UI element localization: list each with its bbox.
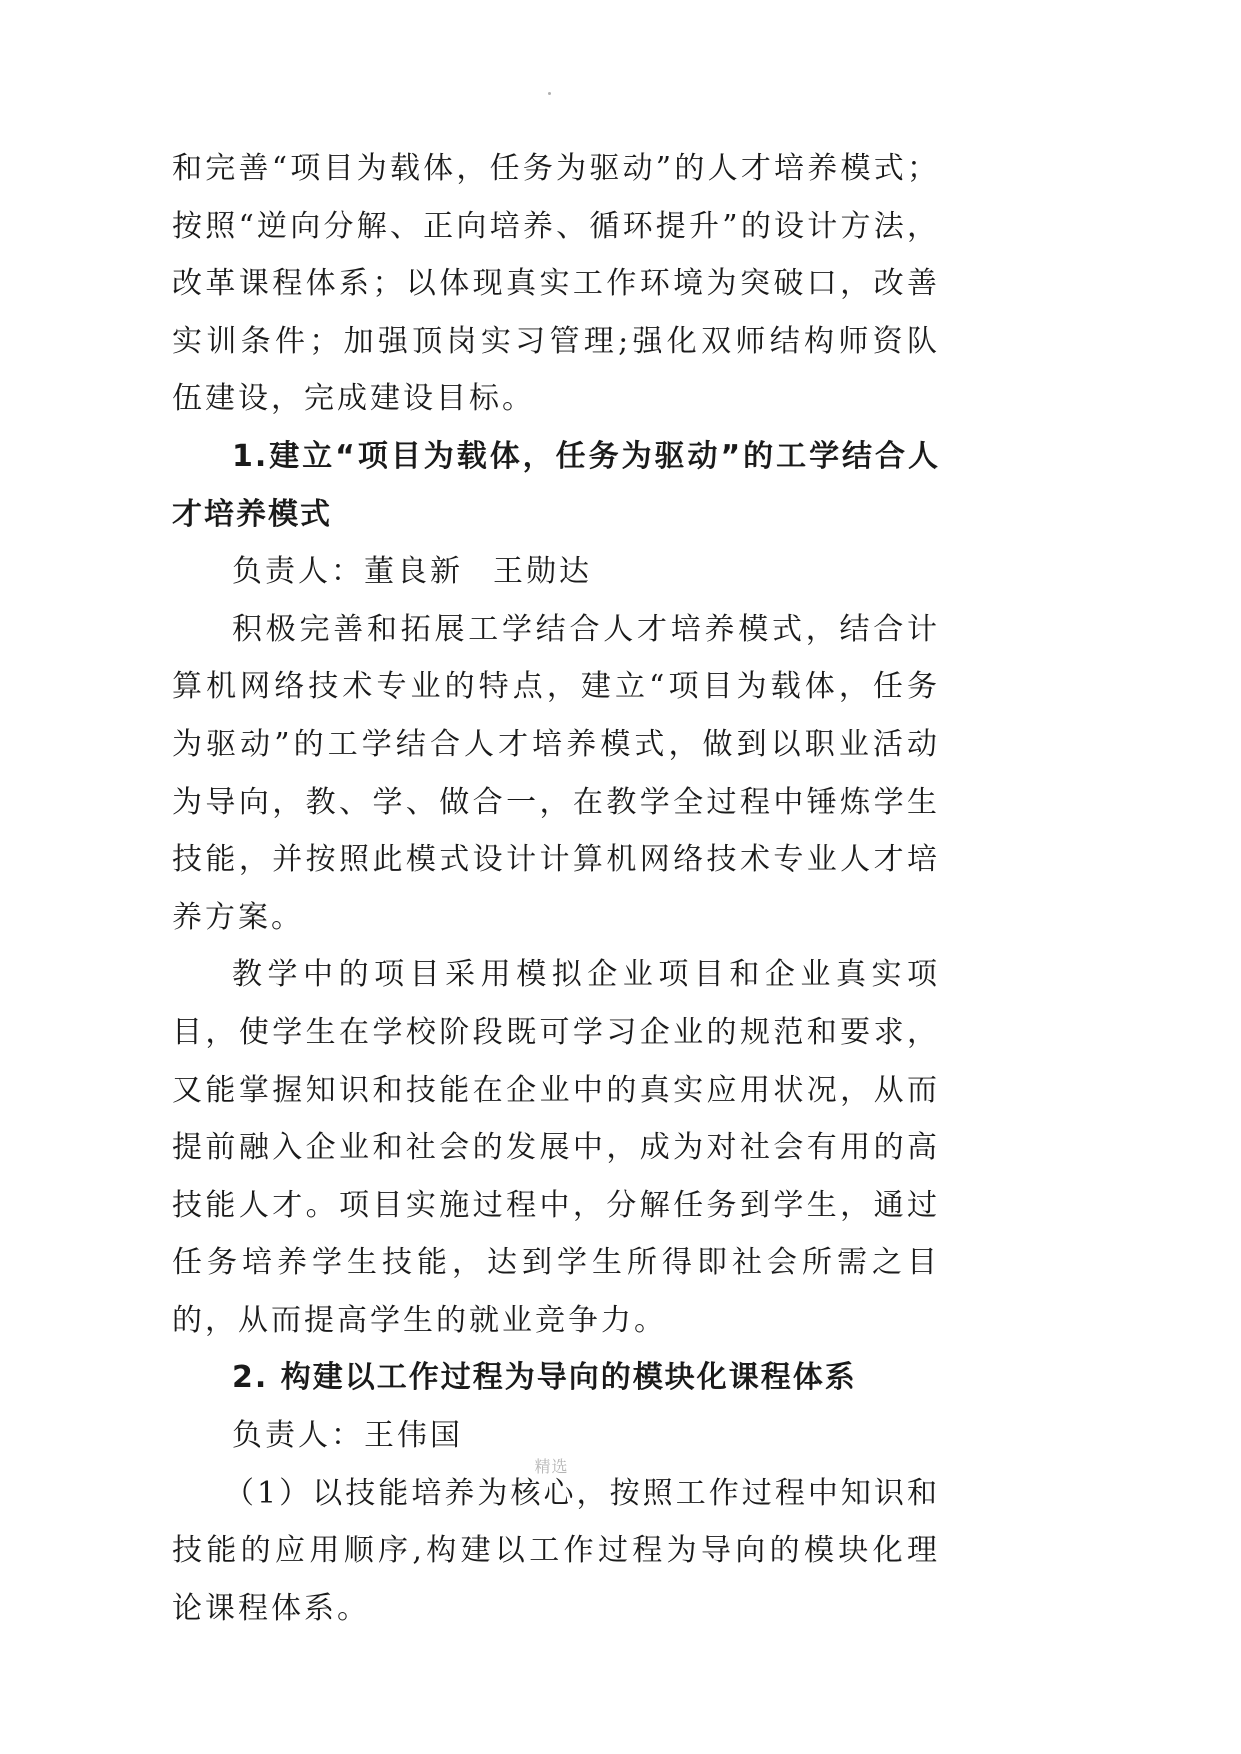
responsible-label: 负责人： bbox=[232, 554, 364, 590]
responsible-name: 王伟国 bbox=[364, 1418, 463, 1454]
responsible-name: 王勋达 bbox=[493, 554, 592, 590]
section-1-responsible bbox=[172, 543, 940, 601]
document-body bbox=[172, 140, 940, 1637]
section-2-heading: 2. 构建以工作过程为导向的模块化课程体系 bbox=[232, 1360, 857, 1396]
footer-watermark: 精选 bbox=[534, 1457, 569, 1476]
responsible-name: 董良新 bbox=[364, 554, 463, 590]
section-1-paragraph: 教学中的项目采用模拟企业项目和企业真实项目，使学生在学校阶段既可学习企业的规范和要求，又能掌握知识和技能在企业中的真实应用状况，从而提前融入企业和社会的发展中，成为对社会有用的高技能人才。项目实施过程中，分解任务到学生，通过任务培养学生技能，达到学生所得即社会所需之目的，从而提高学生的就业竞争力。 bbox=[172, 957, 940, 1338]
section-1-heading: 1.建立“项目为载体，任务为驱动”的工学结合人才培养模式 bbox=[172, 438, 940, 532]
section-2-paragraph: （1）以技能培养为核心，按照工作过程中知识和技能的应用顺序,构建以工作过程为导向的模块化理论课程体系。 bbox=[172, 1475, 940, 1626]
page-marker-dot bbox=[548, 92, 551, 95]
intro-paragraph: 和完善“项目为载体，任务为驱动”的人才培养模式；按照“逆向分解、正向培养、循环提升”的设计方法，改革课程体系；以体现真实工作环境为突破口，改善实训条件；加强顶岗实习管理;强化双师结构师资队伍建设，完成建设目标。 bbox=[172, 151, 940, 417]
section-1-paragraph: 积极完善和拓展工学结合人才培养模式，结合计算机网络技术专业的特点，建立“项目为载体，任务为驱动”的工学结合人才培养模式，做到以职业活动为导向，教、学、做合一，在教学全过程中锤炼学生技能，并按照此模式设计计算机网络技术专业人才培养方案。 bbox=[172, 611, 940, 935]
responsible-label: 负责人： bbox=[232, 1418, 364, 1454]
